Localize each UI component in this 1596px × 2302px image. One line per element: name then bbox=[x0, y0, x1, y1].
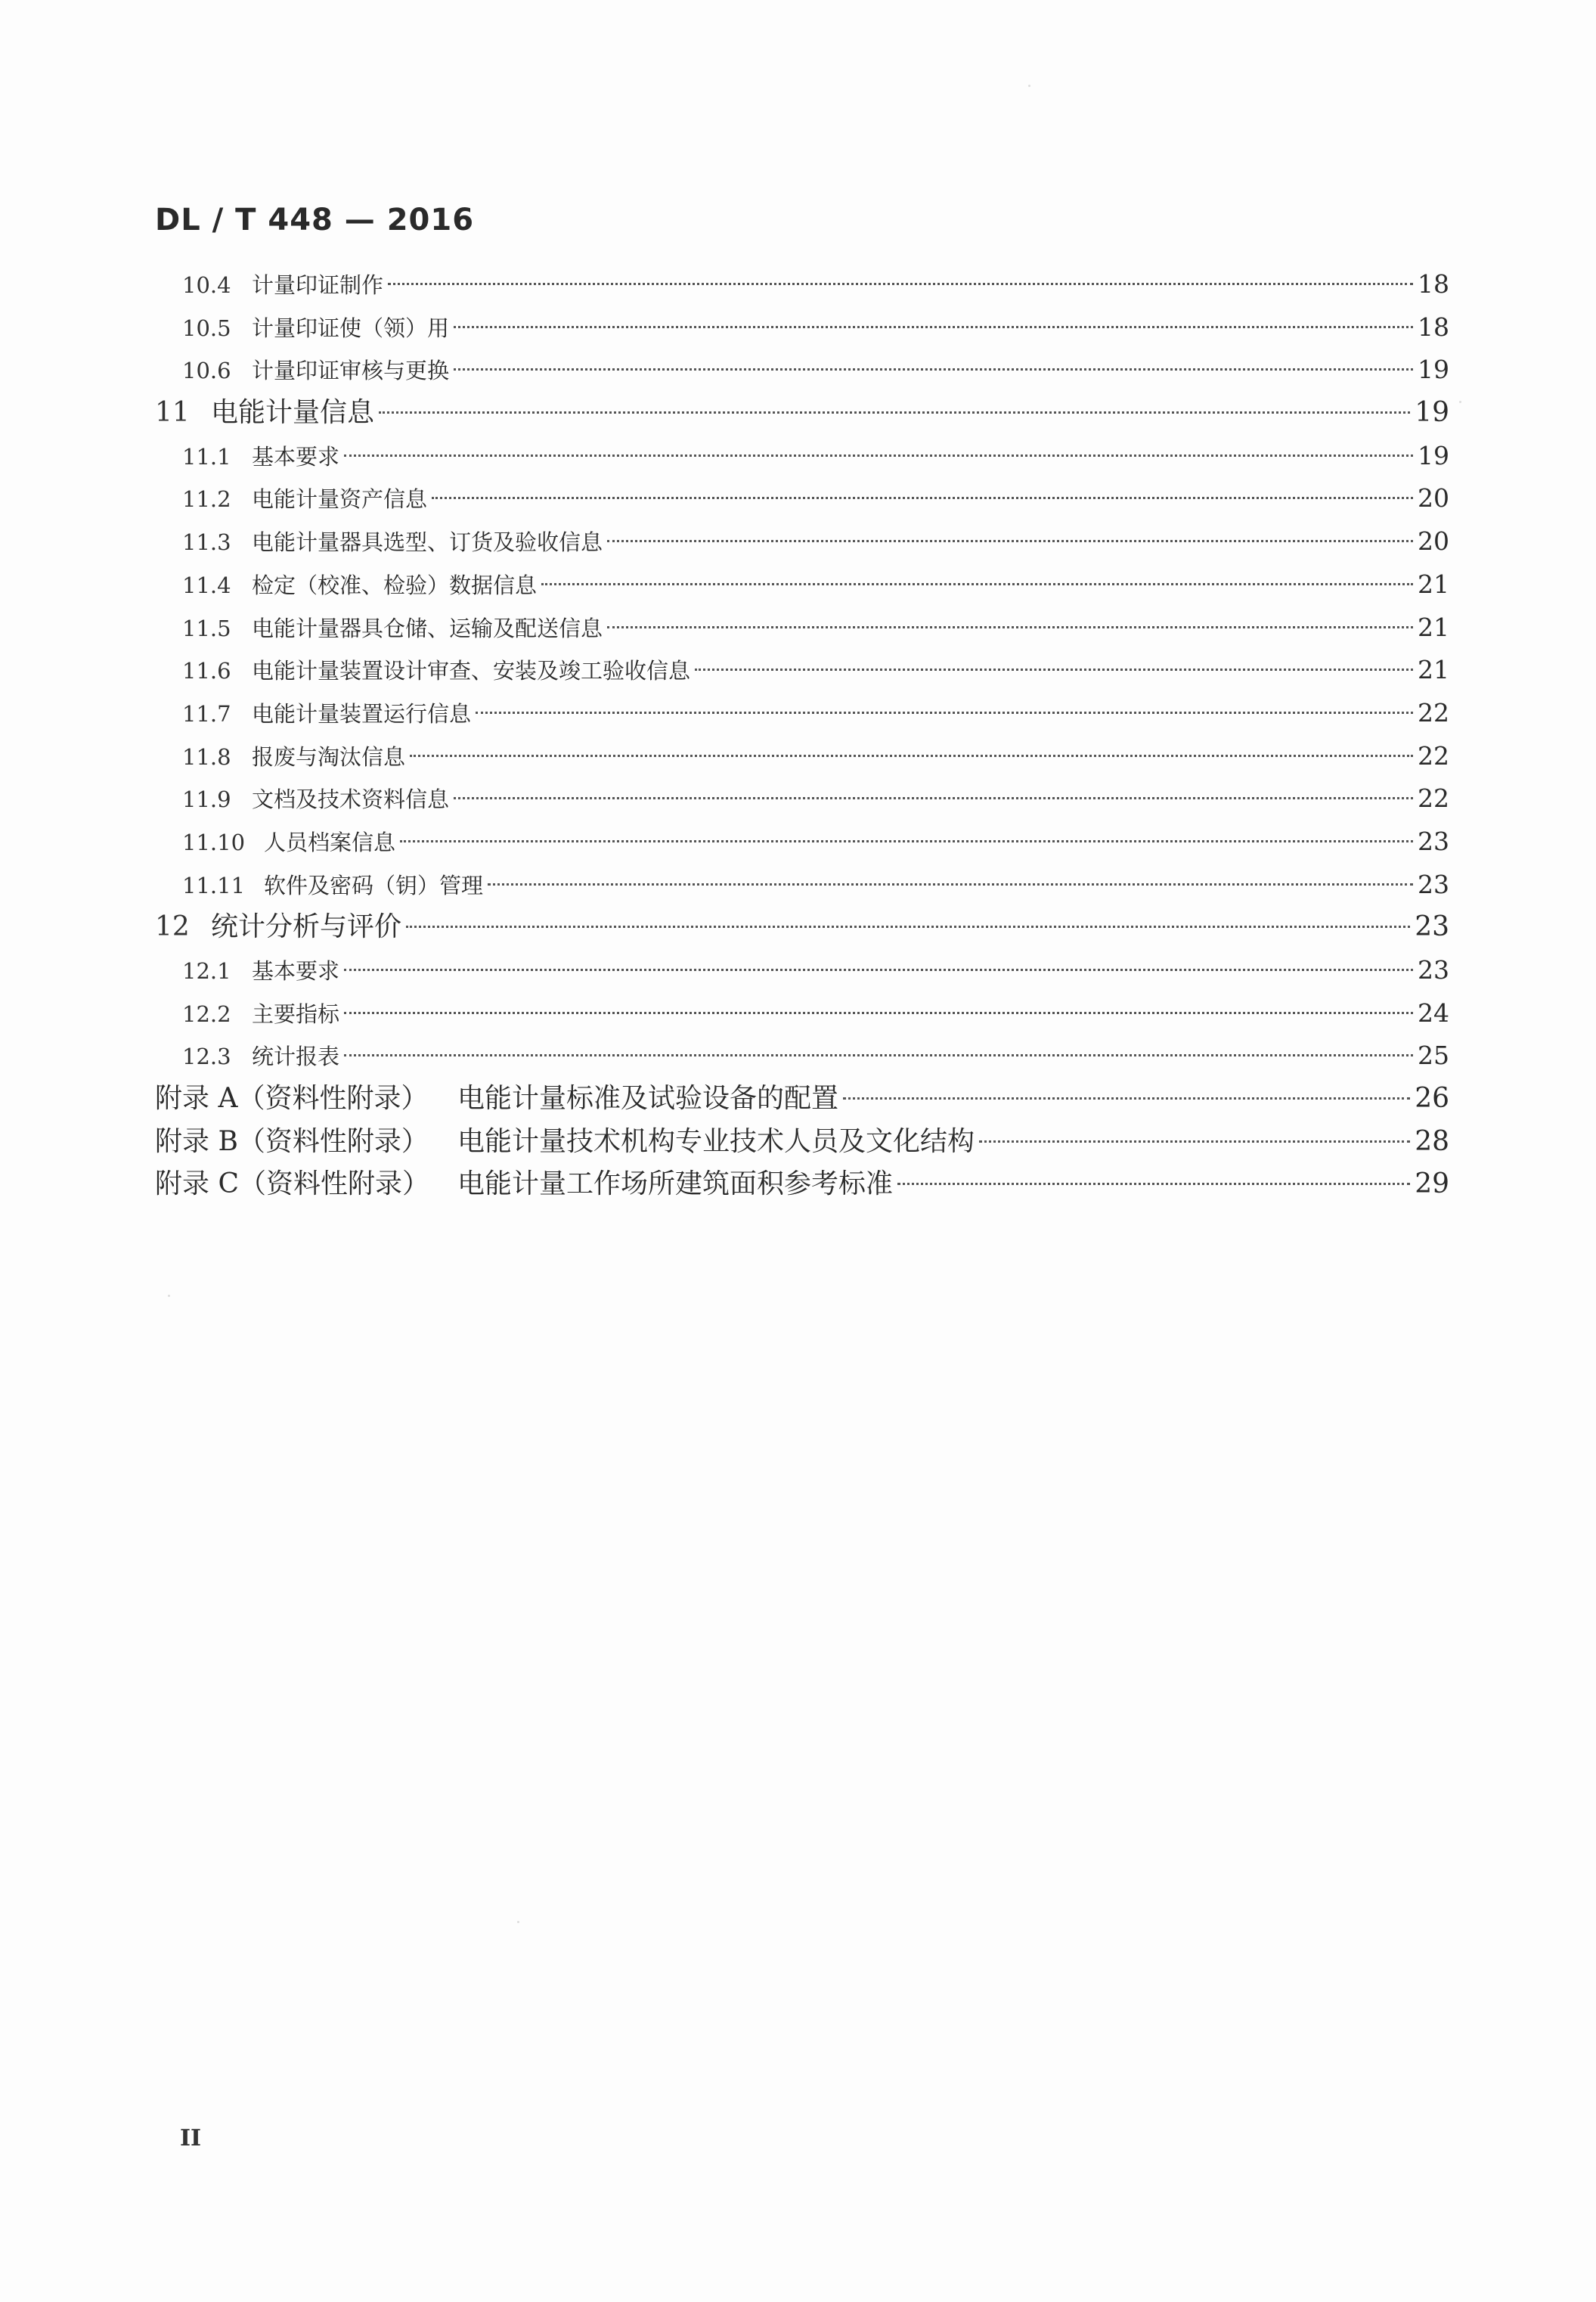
toc-title: 电能计量标准及试验设备的配置 bbox=[457, 1083, 839, 1115]
toc-title: 软件及密码（钥）管理 bbox=[264, 872, 484, 898]
dot-leader bbox=[406, 926, 1410, 928]
toc-entry-10-4[interactable] bbox=[155, 263, 1449, 306]
toc-entry-12-2[interactable] bbox=[155, 992, 1449, 1035]
toc-page-number: 21 bbox=[1418, 612, 1449, 642]
dot-leader bbox=[843, 1097, 1410, 1100]
toc-number: 10.4 bbox=[182, 272, 231, 298]
toc-number: 11.10 bbox=[182, 829, 246, 855]
dot-leader bbox=[897, 1183, 1410, 1185]
toc-title: 人员档案信息 bbox=[264, 829, 396, 855]
scan-speck bbox=[168, 1295, 170, 1297]
dot-leader bbox=[410, 755, 1413, 757]
toc-entry-12[interactable] bbox=[155, 906, 1449, 949]
toc-entry-11-5[interactable] bbox=[155, 607, 1449, 650]
appendix-label: 附录 B（资料性附录） bbox=[155, 1125, 429, 1157]
dot-leader bbox=[454, 326, 1413, 328]
toc-title: 检定（校准、检验）数据信息 bbox=[252, 572, 538, 598]
toc-page-number: 28 bbox=[1415, 1125, 1449, 1157]
toc-entry-appendix-b[interactable] bbox=[155, 1121, 1449, 1164]
toc-entry-11-6[interactable] bbox=[155, 649, 1449, 692]
toc-page-number: 23 bbox=[1418, 869, 1449, 899]
dot-leader bbox=[344, 455, 1413, 457]
toc-title: 计量印证制作 bbox=[252, 272, 384, 298]
toc-number: 11.4 bbox=[182, 572, 231, 598]
toc-page-number: 23 bbox=[1415, 911, 1449, 943]
toc-entry-12-3[interactable] bbox=[155, 1035, 1449, 1078]
dot-leader bbox=[379, 411, 1410, 414]
scan-speck bbox=[1028, 85, 1030, 87]
toc-number: 12 bbox=[155, 911, 190, 943]
toc-entry-11-9[interactable] bbox=[155, 777, 1449, 821]
toc-number: 11.9 bbox=[182, 786, 231, 813]
toc-title: 基本要求 bbox=[252, 443, 340, 470]
toc-title: 电能计量器具选型、订货及验收信息 bbox=[252, 529, 603, 556]
dot-leader bbox=[454, 797, 1413, 799]
dot-leader bbox=[607, 540, 1413, 542]
toc-page-number: 24 bbox=[1418, 997, 1449, 1028]
toc-page-number: 19 bbox=[1415, 397, 1449, 429]
toc-entry-11[interactable] bbox=[155, 392, 1449, 435]
toc-title: 电能计量装置运行信息 bbox=[252, 700, 472, 727]
toc-page-number: 19 bbox=[1418, 440, 1449, 470]
toc-page-number: 22 bbox=[1418, 740, 1449, 771]
toc-page-number: 22 bbox=[1418, 783, 1449, 814]
scan-speck bbox=[1459, 401, 1461, 403]
toc-number: 11.2 bbox=[182, 486, 231, 513]
dot-leader bbox=[432, 497, 1413, 499]
page-number-footer: II bbox=[180, 2125, 202, 2152]
toc-page-number: 20 bbox=[1418, 526, 1449, 557]
toc-page-number: 20 bbox=[1418, 483, 1449, 513]
toc-entry-appendix-c[interactable] bbox=[155, 1163, 1449, 1206]
dot-leader bbox=[400, 840, 1413, 842]
dot-leader bbox=[344, 1054, 1413, 1056]
appendix-label: 附录 A（资料性附录） bbox=[155, 1083, 429, 1115]
toc-title: 电能计量工作场所建筑面积参考标准 bbox=[457, 1168, 894, 1200]
toc-entry-11-4[interactable] bbox=[155, 563, 1449, 607]
toc-entry-11-8[interactable] bbox=[155, 735, 1449, 778]
toc-page-number: 29 bbox=[1415, 1168, 1449, 1200]
toc-title: 统计报表 bbox=[252, 1044, 340, 1070]
toc-page-number: 22 bbox=[1418, 697, 1449, 728]
dot-leader bbox=[344, 1012, 1413, 1014]
toc-page-number: 21 bbox=[1418, 569, 1449, 599]
toc-page-number: 23 bbox=[1418, 826, 1449, 856]
toc-title: 计量印证审核与更换 bbox=[252, 358, 450, 384]
toc-page-number: 25 bbox=[1418, 1041, 1449, 1071]
dot-leader bbox=[979, 1140, 1410, 1143]
toc-entry-11-1[interactable] bbox=[155, 435, 1449, 478]
toc-number: 10.5 bbox=[182, 315, 231, 341]
toc-number: 10.6 bbox=[182, 358, 231, 384]
toc-page-number: 18 bbox=[1418, 269, 1449, 299]
toc-page-number: 21 bbox=[1418, 655, 1449, 685]
toc-title: 基本要求 bbox=[252, 958, 340, 984]
toc-entry-appendix-a[interactable] bbox=[155, 1078, 1449, 1121]
toc-number: 11.1 bbox=[182, 443, 231, 470]
toc-title: 电能计量器具仓储、运输及配送信息 bbox=[252, 615, 603, 641]
toc-title: 文档及技术资料信息 bbox=[252, 786, 450, 813]
toc-number: 11.7 bbox=[182, 700, 231, 727]
dot-leader bbox=[388, 283, 1413, 285]
document-id-header: DL / T 448 — 2016 bbox=[155, 203, 475, 237]
toc-number: 11.11 bbox=[182, 872, 246, 898]
appendix-label: 附录 C（资料性附录） bbox=[155, 1168, 429, 1200]
toc-title: 统计分析与评价 bbox=[211, 911, 402, 943]
toc-page-number: 23 bbox=[1418, 955, 1449, 985]
toc-title: 报废与淘汰信息 bbox=[252, 743, 406, 770]
toc-entry-11-10[interactable] bbox=[155, 821, 1449, 864]
toc-page-number: 18 bbox=[1418, 312, 1449, 342]
toc-entry-11-3[interactable] bbox=[155, 520, 1449, 563]
dot-leader bbox=[476, 712, 1413, 714]
table-of-contents bbox=[155, 263, 1449, 1206]
toc-entry-11-11[interactable] bbox=[155, 864, 1449, 907]
toc-entry-11-7[interactable] bbox=[155, 692, 1449, 735]
toc-number: 11.8 bbox=[182, 743, 231, 770]
toc-entry-11-2[interactable] bbox=[155, 477, 1449, 520]
toc-title: 电能计量信息 bbox=[211, 397, 375, 429]
toc-number: 12.1 bbox=[182, 958, 231, 984]
toc-entry-12-1[interactable] bbox=[155, 949, 1449, 992]
toc-title: 电能计量装置设计审查、安装及竣工验收信息 bbox=[252, 658, 691, 684]
dot-leader bbox=[344, 969, 1413, 971]
toc-number: 11 bbox=[155, 397, 190, 429]
toc-page-number: 26 bbox=[1415, 1083, 1449, 1115]
toc-title: 计量印证使（领）用 bbox=[252, 315, 450, 341]
toc-title: 主要指标 bbox=[252, 1001, 340, 1027]
toc-entry-10-6[interactable] bbox=[155, 349, 1449, 392]
toc-title: 电能计量资产信息 bbox=[252, 486, 428, 513]
toc-number: 11.5 bbox=[182, 615, 231, 641]
toc-title: 电能计量技术机构专业技术人员及文化结构 bbox=[457, 1125, 975, 1157]
toc-number: 11.3 bbox=[182, 529, 231, 556]
dot-leader bbox=[488, 883, 1413, 886]
toc-page-number: 19 bbox=[1418, 355, 1449, 385]
scan-speck bbox=[517, 1921, 519, 1923]
dot-leader bbox=[541, 583, 1413, 585]
dot-leader bbox=[695, 669, 1413, 671]
toc-number: 12.3 bbox=[182, 1044, 231, 1070]
toc-entry-10-5[interactable] bbox=[155, 306, 1449, 349]
dot-leader bbox=[607, 626, 1413, 628]
toc-number: 11.6 bbox=[182, 658, 231, 684]
toc-number: 12.2 bbox=[182, 1001, 231, 1027]
dot-leader bbox=[454, 368, 1413, 371]
